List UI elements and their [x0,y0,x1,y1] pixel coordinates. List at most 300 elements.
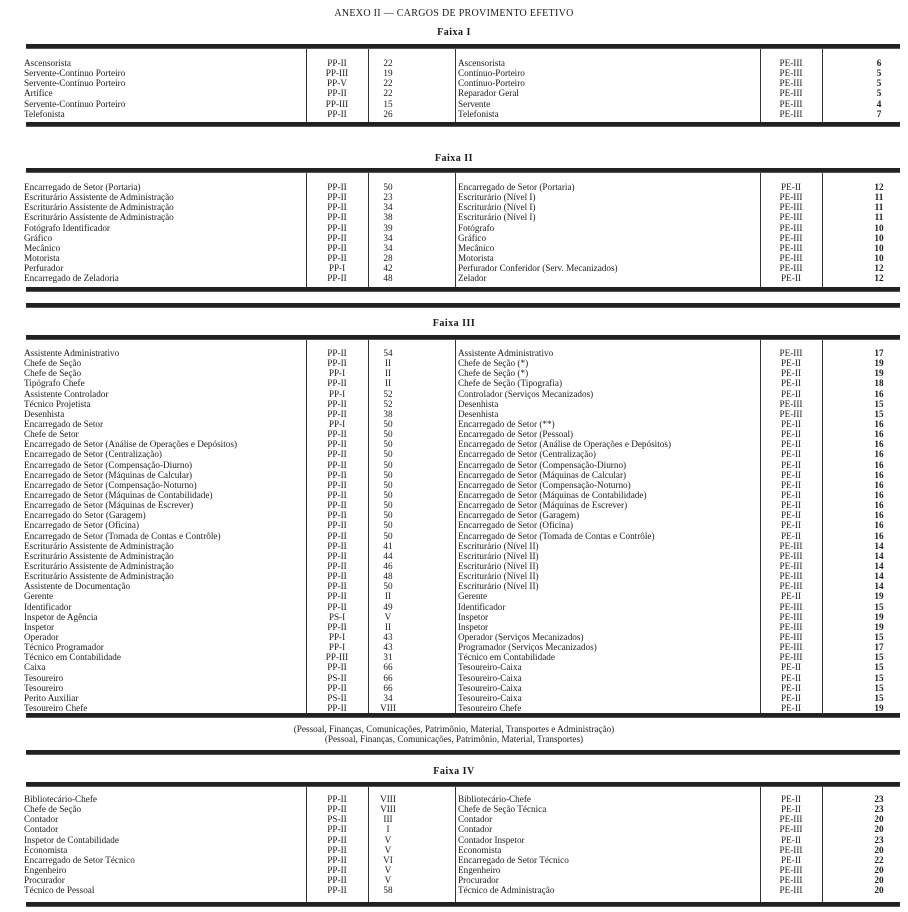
new-class: PE-II [781,459,801,470]
table-row [0,500,908,510]
former-reference: 46 [383,560,393,571]
former-class: PS-II [327,692,347,703]
section-heading: Faixa III [432,318,476,329]
former-reference: V [384,844,392,855]
former-class: PP-II [327,182,347,192]
former-position: Escriturário Assistente de Administração [24,560,174,571]
new-position: Contínuo-Porteiro [458,78,525,89]
new-level: 16 [874,500,884,511]
table-row [0,885,908,895]
former-position: Encarregado de Setor [24,418,104,429]
new-level: 11 [874,192,884,203]
new-level: 19 [874,702,884,713]
former-class: PP-II [327,804,347,815]
former-position: Encarregado de Setor (Compensação-Noturno) [24,479,197,490]
new-level: 20 [874,824,884,835]
table-top-rule [26,782,900,787]
table-row [0,109,908,119]
new-class: PE-II [781,672,801,683]
new-class: PE-III [779,348,803,358]
new-position: Encarregado de Setor (**) [458,418,555,429]
former-position: Chefe de Seção [24,804,82,815]
new-level: 16 [874,418,884,429]
former-class: PP-II [327,601,347,612]
former-position: Escriturário Assistente de Administração [24,540,174,551]
new-class: PE-II [781,479,801,490]
former-class: PP-II [327,252,347,263]
former-class: PP-I [328,263,346,274]
new-class: PE-III [779,202,803,213]
table-row [0,602,908,612]
former-reference: 50 [383,429,393,440]
former-position: Chefe de Seção [24,358,82,369]
former-position: Escriturário Assistente de Administração [24,571,174,582]
section-heading: Faixa II [434,153,474,164]
former-reference: 66 [383,682,393,693]
former-position: Escriturário Assistente de Administração [24,212,174,223]
former-position: Assistente de Documentação [24,581,131,592]
new-class: PE-II [781,500,801,511]
table-row [0,202,908,212]
former-position: Escriturário Assistente de Administração [24,550,174,561]
former-reference: 52 [383,398,393,409]
new-class: PE-III [779,560,803,571]
new-class: PE-III [779,242,803,253]
new-position: Tesoureiro-Caixa [458,662,522,673]
former-reference: 49 [383,601,393,612]
former-reference: 34 [383,242,393,253]
former-position: Contador [24,814,59,825]
table-row [0,520,908,530]
former-class: PP-II [327,469,347,480]
former-reference: 50 [383,489,393,500]
former-position: Encarregado de Setor (Máquinas de Escrever) [24,500,194,511]
former-position: Bibliotecário-Chefe [24,794,97,804]
table-row [0,99,908,109]
new-level: 5 [876,68,882,79]
new-class: PE-II [781,378,801,389]
former-reference: 19 [383,68,393,79]
new-class: PE-III [779,824,803,835]
former-position: Técnico Programador [24,642,104,653]
new-position: Encarregado de Setor (Tomada de Contas e Contrôle) [458,530,655,541]
former-class: PP-II [327,591,347,602]
former-reference: 50 [383,439,393,450]
former-class: PP-II [327,429,347,440]
table-row [0,182,908,192]
new-position: Inspetor [458,621,489,632]
former-position: Técnico de Pessoal [24,885,95,896]
table-row [0,703,908,713]
former-position: Desenhista [24,408,65,419]
new-position: Técnico em Contabilidade [458,652,555,663]
former-reference: 50 [383,479,393,490]
table-row [0,612,908,622]
table-bottom-rule [26,902,900,907]
former-class: PP-II [327,834,347,845]
new-class: PE-II [781,692,801,703]
former-class: PP-II [327,662,347,673]
new-class: PE-III [779,263,803,274]
former-class: PP-V [327,78,347,89]
former-class: PP-II [327,864,347,875]
table-row [0,824,908,834]
table-row [0,652,908,662]
new-position: Ascensorista [458,58,505,68]
former-class: PP-II [327,232,347,243]
table-row [0,673,908,683]
table-row [0,632,908,642]
new-position: Contador Inspetor [458,834,525,845]
former-class: PP-II [327,702,347,713]
former-reference: 31 [383,652,393,663]
former-reference: 50 [383,510,393,521]
new-position: Operador (Serviços Mecanizados) [458,631,584,642]
new-class: PE-III [779,581,803,592]
former-position: Encarregado do Setor (Garagem) [24,510,146,521]
new-level: 23 [874,804,884,815]
table-row [0,212,908,222]
new-class: PE-III [779,875,803,886]
new-level: 10 [874,222,884,233]
new-level: 20 [874,844,884,855]
new-position: Tesoureiro-Caixa [458,672,522,683]
former-position: Economista [24,844,68,855]
table-row [0,233,908,243]
new-position: Escriturário (Nível II) [458,571,539,582]
former-class: PS-I [328,611,346,622]
former-class: PP-II [327,621,347,632]
new-level: 6 [876,58,882,68]
former-position: Procurador [24,875,65,886]
new-class: PE-II [781,418,801,429]
new-class: PE-III [779,398,803,409]
former-reference: VI [383,854,393,865]
former-class: PP-II [327,489,347,500]
table-row [0,683,908,693]
new-level: 17 [874,348,884,358]
former-reference: 28 [383,252,393,263]
former-position: Escriturário Assistente de Administração [24,192,174,203]
new-class: PE-II [781,469,801,480]
positions-table [0,348,908,713]
former-reference: 50 [383,500,393,511]
table-row [0,510,908,520]
new-position: Desenhista [458,408,499,419]
former-reference: 52 [383,388,393,399]
former-position: Encarregado de Setor (Centralização) [24,449,162,460]
former-class: PP-II [327,273,347,284]
new-level: 23 [874,834,884,845]
former-class: PP-II [327,571,347,582]
former-class: PP-II [327,58,347,68]
new-level: 14 [874,550,884,561]
former-position: Servente-Contínuo Porteiro [24,98,126,109]
former-class: PP-II [327,581,347,592]
new-position: Encarregado de Setor Técnico [458,854,569,865]
new-position: Bibliotecário-Chefe [458,794,531,804]
new-level: 11 [874,212,884,223]
former-position: Encarregado de Setor (Análise de Operações e Depósitos) [24,439,238,450]
former-reference: V [384,834,392,845]
former-reference: II [384,378,392,389]
former-position: Caixa [24,662,46,673]
table-row [0,662,908,672]
document-title: ANEXO II — CARGOS DE PROVIMENTO EFETIVO [334,8,574,19]
note-line-1: (Pessoal, Finanças, Comunicações, Patrimônio, Material, Transportes e Administração) [293,724,615,734]
former-position: Servente-Contínuo Porteiro [24,78,126,89]
section-separator-rule [26,303,900,308]
former-class: PP-II [327,202,347,213]
new-position: Encarregado de Setor (Oficina) [458,520,574,531]
former-class: PP-II [327,439,347,450]
former-reference: 50 [383,459,393,470]
new-position: Encarregado de Setor (Análise de Operações e Depósitos) [458,439,672,450]
new-class: PE-II [781,834,801,845]
former-reference: 43 [383,642,393,653]
table-row [0,378,908,388]
new-level: 14 [874,581,884,592]
table-row [0,591,908,601]
table-row [0,642,908,652]
former-reference: 38 [383,408,393,419]
table-row [0,273,908,283]
former-class: PP-II [327,242,347,253]
new-position: Gráfico [458,232,487,243]
former-position: Perfurador [24,263,64,274]
new-class: PE-II [781,530,801,541]
table-row [0,622,908,632]
former-reference: 48 [383,273,393,284]
new-position: Encarregado de Setor (Centralização) [458,449,596,460]
table-row [0,460,908,470]
positions-table [0,58,908,119]
former-class: PP-II [327,530,347,541]
former-class: PP-I [328,631,346,642]
new-position: Contador [458,824,493,835]
former-position: Encarregado de Setor (Compensação-Diurno) [24,459,193,470]
table-bottom-rule [26,713,900,718]
former-position: Inspetor de Contabilidade [24,834,119,845]
former-position: Artífice [24,88,53,99]
former-class: PP-II [327,824,347,835]
former-position: Ascensorista [24,58,71,68]
former-class: PS-II [327,814,347,825]
former-position: Servente-Contínuo Porteiro [24,68,126,79]
new-level: 4 [876,98,882,109]
table-row [0,855,908,865]
new-position: Identificador [458,601,506,612]
former-class: PP-II [327,398,347,409]
table-row [0,865,908,875]
former-class: PP-II [327,794,347,804]
former-reference: III [383,814,393,825]
table-row [0,368,908,378]
new-class: PE-III [779,192,803,203]
new-level: 19 [874,611,884,622]
new-level: 15 [874,631,884,642]
table-top-rule [26,168,900,173]
former-class: PS-II [327,672,347,683]
new-class: PE-II [781,591,801,602]
former-reference: 15 [383,98,393,109]
new-class: PE-III [779,631,803,642]
former-reference: II [384,591,392,602]
former-class: PP-II [327,875,347,886]
former-reference: 54 [383,348,393,358]
new-class: PE-II [781,368,801,379]
table-row [0,693,908,703]
table-row [0,348,908,358]
new-position: Escriturário (Nível I) [458,212,536,223]
new-level: 12 [874,263,884,274]
table-row [0,399,908,409]
former-class: PP-II [327,560,347,571]
former-position: Encarregado de Setor (Máquinas de Calcular) [24,469,193,480]
former-class: PP-II [327,459,347,470]
new-level: 15 [874,672,884,683]
former-reference: II [384,368,392,379]
former-position: Encarregado de Zeladoria [24,273,119,284]
table-row [0,561,908,571]
new-level: 16 [874,388,884,399]
new-level: 20 [874,875,884,886]
new-level: 18 [874,378,884,389]
table-row [0,78,908,88]
new-class: PE-II [781,182,801,192]
table-row [0,439,908,449]
former-reference: 50 [383,581,393,592]
new-position: Inspetor [458,611,489,622]
new-class: PE-III [779,540,803,551]
new-class: PE-II [781,794,801,804]
new-position: Técnico de Administração [458,885,555,896]
former-reference: VIII [380,702,396,713]
former-reference: 41 [383,540,393,551]
new-level: 20 [874,885,884,896]
new-position: Escriturário (Nível II) [458,540,539,551]
former-class: PP-I [328,388,346,399]
table-row [0,389,908,399]
new-class: PE-III [779,550,803,561]
new-position: Servente [458,98,491,109]
new-class: PE-II [781,429,801,440]
note-line-2: (Pessoal, Finanças, Comunicações, Patrimônio, Material, Transportes) [324,734,584,744]
former-position: Motorista [24,252,60,263]
former-class: PP-III [325,68,349,79]
table-row [0,263,908,273]
table-row [0,490,908,500]
former-position: Encarregado de Setor (Máquinas de Contabilidade) [24,489,213,500]
table-row [0,429,908,439]
new-level: 10 [874,252,884,263]
new-class: PE-II [781,273,801,284]
former-reference: 50 [383,418,393,429]
new-position: Fotógrafo [458,222,495,233]
new-position: Chefe de Seção (*) [458,368,529,379]
new-position: Escriturário (Nível II) [458,581,539,592]
former-reference: V [384,611,392,622]
new-position: Contador [458,814,493,825]
former-class: PP-II [327,358,347,369]
former-reference: 50 [383,449,393,460]
new-position: Escriturário (Nível II) [458,560,539,571]
table-row [0,581,908,591]
new-position: Programador (Serviços Mecanizados) [458,642,597,653]
new-level: 14 [874,540,884,551]
former-reference: 34 [383,692,393,703]
table-row [0,409,908,419]
former-position: Técnico Projetista [24,398,91,409]
new-position: Telefonista [458,108,499,119]
former-position: Chefe de Setor [24,429,79,440]
table-row [0,835,908,845]
former-position: Inspetor de Agência [24,611,98,622]
new-level: 16 [874,469,884,480]
new-class: PE-III [779,88,803,99]
new-level: 5 [876,88,882,99]
former-reference: 26 [383,108,393,119]
new-class: PE-III [779,814,803,825]
new-position: Escriturário (Nível I) [458,202,536,213]
former-reference: V [384,875,392,886]
new-class: PE-II [781,804,801,815]
table-row [0,470,908,480]
new-class: PE-II [781,489,801,500]
new-level: 23 [874,794,884,804]
table-row [0,223,908,233]
new-level: 7 [876,108,882,119]
new-level: 19 [874,591,884,602]
former-position: Chefe de Seção [24,368,82,379]
new-level: 20 [874,814,884,825]
former-position: Tesoureiro Chefe [24,702,88,713]
former-class: PP-II [327,222,347,233]
new-level: 16 [874,510,884,521]
new-position: Mecânico [458,242,495,253]
former-class: PP-II [327,88,347,99]
new-position: Encarregado de Setor (Máquinas de Calcular) [458,469,627,480]
former-position: Encarregado de Setor Técnico [24,854,135,865]
former-reference: 22 [383,58,393,68]
new-level: 12 [874,273,884,284]
former-class: PP-II [327,844,347,855]
former-reference: 22 [383,88,393,99]
new-level: 15 [874,601,884,612]
former-position: Contador [24,824,59,835]
new-class: PE-III [779,611,803,622]
former-position: Identificador [24,601,72,612]
new-class: PE-III [779,652,803,663]
table-row [0,58,908,68]
section-separator-rule [26,750,900,755]
former-position: Tipógrafo Chefe [24,378,85,389]
former-class: PP-II [327,682,347,693]
former-position: Escriturário Assistente de Administração [24,202,174,213]
new-position: Gerente [458,591,488,602]
former-class: PP-II [327,212,347,223]
new-level: 19 [874,368,884,379]
former-class: PP-I [328,368,346,379]
former-class: PP-I [328,418,346,429]
new-class: PE-II [781,388,801,399]
new-level: 15 [874,408,884,419]
new-level: 5 [876,78,882,89]
former-position: Encarregado de Setor (Portaria) [24,182,141,192]
new-class: PE-II [781,662,801,673]
new-class: PE-III [779,58,803,68]
new-class: PE-III [779,885,803,896]
